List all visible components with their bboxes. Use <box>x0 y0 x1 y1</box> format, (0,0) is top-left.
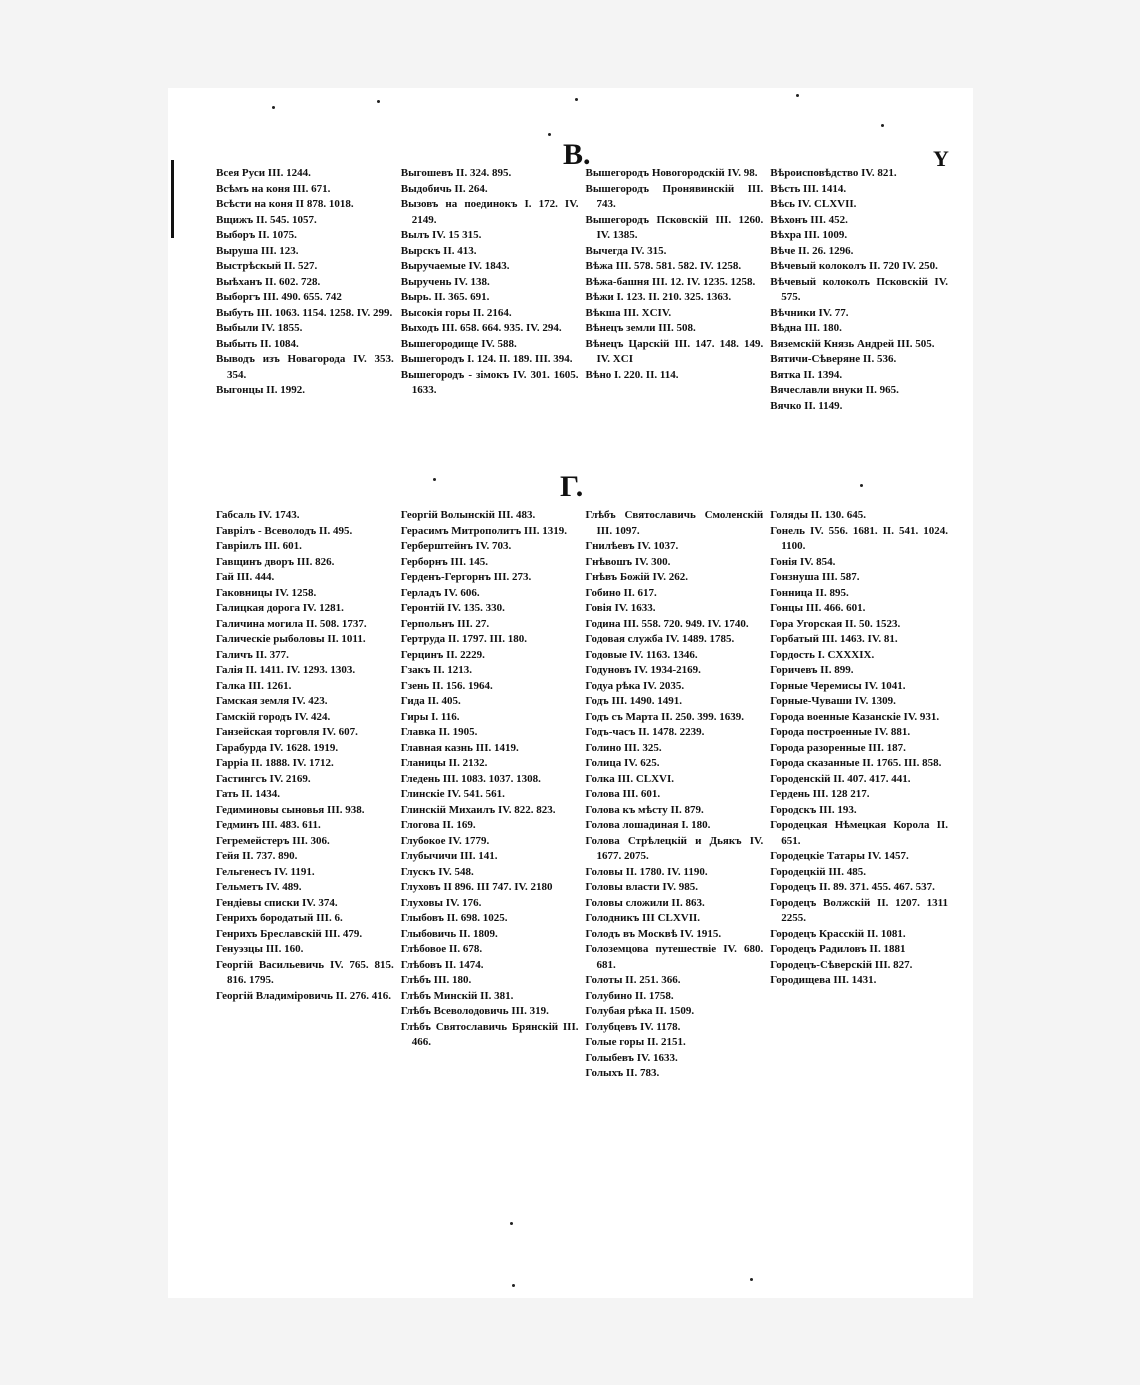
index-entry: Вятка II. 1394. <box>770 368 843 381</box>
index-entry: Всея Руси III. 1244. <box>216 167 311 179</box>
index-entry: Выходъ III. 658. 664. 935. IV. 294. <box>400 322 562 334</box>
index-entry: Вѣче II. 26. 1296. <box>770 244 854 257</box>
index-entry: Выгошевъ II. 324. 895. <box>400 167 512 179</box>
index-entry: Голино III. 325. <box>585 741 662 754</box>
index-entry: Вышегородъ Пронявинскій III. 743. <box>585 182 764 210</box>
index-entry: Герберштейнъ IV. 703. <box>400 540 512 552</box>
index-entry: Гонцы III. 466. 601. <box>770 602 866 614</box>
index-column <box>401 508 579 1082</box>
index-entry: Вылъ IV. 15 315. <box>400 229 482 241</box>
folio-number: Y <box>933 146 949 171</box>
index-entry: Гзень II. 156. 1964. <box>400 679 493 692</box>
index-entry: Вѣкша III. XCIV. <box>585 306 672 319</box>
index-entry: Голица IV. 625. <box>585 757 660 769</box>
index-entry: Герборнъ III. 145. <box>400 555 488 568</box>
index-entry: Герденъ-Гергорнъ III. 273. <box>400 571 532 583</box>
index-entry: Выручень IV. 138. <box>400 275 490 288</box>
index-entry: Гельметъ IV. 489. <box>216 881 302 893</box>
index-entry: Гнѣвошъ IV. 300. <box>585 555 671 568</box>
index-entry: Вѣсть III. 1414. <box>770 182 847 195</box>
index-column <box>401 166 579 414</box>
index-entry: Галія II. 1411. IV. 1293. 1303. <box>216 664 356 676</box>
index-entry: Выруша III. 123. <box>216 244 299 257</box>
index-entry: Гаковницы IV. 1258. <box>216 586 317 599</box>
index-entry: Вырь. II. 365. 691. <box>400 291 490 303</box>
index-entry: Вѣнецъ земли III. 508. <box>585 322 696 334</box>
speckle <box>510 1222 513 1225</box>
speckle <box>512 1284 515 1287</box>
index-entry: Галичъ II. 377. <box>216 648 289 661</box>
index-entry: Генрихъ бородатый III. 6. <box>216 912 343 924</box>
index-entry: Вѣжа-башня III. 12. IV. 1235. 1258. <box>585 275 756 288</box>
speckle <box>750 1278 753 1281</box>
index-entry: Всѣсти на коня II 878. 1018. <box>216 198 354 210</box>
index-entry: Глѣбовъ II. 1474. <box>400 958 484 971</box>
index-entry: Голка III. CLXVI. <box>585 772 675 785</box>
index-entry: Глуховы IV. 176. <box>400 896 482 909</box>
index-entry: Гзакъ II. 1213. <box>400 664 472 676</box>
index-entry: Голыбевъ IV. 1633. <box>585 1051 678 1064</box>
index-entry: Гнилѣевъ IV. 1037. <box>585 540 679 552</box>
index-entry: Гнѣвъ Божій IV. 262. <box>585 571 689 583</box>
index-entry: Городецкая Нѣмецкая Корола II. 651. <box>770 819 948 847</box>
index-entry: Голыхъ II. 783. <box>585 1067 660 1079</box>
index-entry: Головы сложили II. 863. <box>585 896 705 909</box>
index-entry: Глѣбъ Святославичь Брянскій III. 466. <box>400 1020 579 1048</box>
section-letter-v: В. <box>563 138 591 171</box>
index-entry: Голова III. 601. <box>585 788 661 800</box>
index-entry: Голова Стрѣлецкій и Дьякъ IV. 1677. 2075. <box>585 834 764 862</box>
index-entry: Главная казнь III. 1419. <box>400 741 519 754</box>
index-entry: Вѣчевый колоколъ Псковскій IV. 575. <box>770 275 948 303</box>
index-entry: Городецъ-Сѣверскій III. 827. <box>770 958 913 971</box>
index-entry: Герцинъ II. 2229. <box>400 648 485 661</box>
index-entry: Година III. 558. 720. 949. IV. 1740. <box>585 617 749 630</box>
index-entry: Глѣбъ Минскій II. 381. <box>400 989 514 1002</box>
index-entry: Гонзнуша III. 587. <box>770 571 860 583</box>
index-entry: Вѣчевый колоколъ II. 720 IV. 250. <box>770 260 938 272</box>
index-entry: Голяды II. 130. 645. <box>770 509 866 521</box>
index-entry: Геронтій IV. 135. 330. <box>400 602 505 614</box>
index-entry: Гастингсъ IV. 2169. <box>216 772 311 785</box>
index-entry: Гертруда II. 1797. III. 180. <box>400 633 528 645</box>
index-entry: Всѣмъ на коня III. 671. <box>216 182 331 195</box>
section-letter-g: Г. <box>560 470 584 503</box>
index-entry: Гарріа II. 1888. IV. 1712. <box>216 757 334 769</box>
speckle <box>575 98 578 101</box>
index-entry: Вышегородище IV. 588. <box>400 337 517 350</box>
index-entry: Вѣсь IV. CLXVII. <box>770 198 857 210</box>
index-entry: Гиры I. 116. <box>400 710 460 723</box>
index-entry: Горные-Чуваши IV. 1309. <box>770 695 896 707</box>
index-entry: Глыбовъ II. 698. 1025. <box>400 912 508 924</box>
index-entry: Вячко II. 1149. <box>770 399 843 412</box>
index-entry: Выборгъ III. 490. 655. 742 <box>216 291 342 303</box>
index-entry: Вышегородъ I. 124. II. 189. III. 394. <box>400 353 573 365</box>
index-entry: Гарабурда IV. 1628. 1919. <box>216 741 339 754</box>
index-entry: Городскъ III. 193. <box>770 803 857 816</box>
index-entry: Голубая рѣка II. 1509. <box>585 1005 695 1017</box>
index-column <box>586 508 764 1082</box>
index-entry: Выбыли IV. 1855. <box>216 322 303 334</box>
index-entry: Выѣханъ II. 602. 728. <box>216 275 321 288</box>
index-entry: Гонель IV. 556. 1681. II. 541. 1024. 1100. <box>770 524 948 552</box>
index-entry: Высокія горы II. 2164. <box>400 306 512 319</box>
index-entry: Георгій Волынскій III. 483. <box>400 509 536 521</box>
index-entry: Горбатый III. 1463. IV. 81. <box>770 633 898 645</box>
index-entry: Гордость I. CXXXIX. <box>770 648 875 661</box>
index-column <box>216 166 394 414</box>
index-entry: Гонница II. 895. <box>770 586 849 599</box>
index-entry: Голоты II. 251. 366. <box>585 974 681 986</box>
index-entry: Глѣбъ Святославичь Смоленскій III. 1097. <box>585 509 764 537</box>
index-entry: Голова лошадиная I. 180. <box>585 819 711 831</box>
index-entry: Гедиминовы сыновья III. 938. <box>216 803 365 816</box>
index-entry: Гора Угорская II. 50. 1523. <box>770 617 901 630</box>
index-entry: Выборъ II. 1075. <box>216 229 297 241</box>
index-entry: Вырскъ II. 413. <box>400 244 477 257</box>
index-entry: Вызовъ на поединокъ I. 172. IV. 2149. <box>400 198 579 226</box>
index-entry: Глускъ IV. 548. <box>400 865 474 878</box>
index-entry: Выбыть II. 1084. <box>216 337 299 350</box>
index-entry: Гедминъ III. 483. 611. <box>216 819 321 831</box>
speckle <box>377 100 380 103</box>
index-entry: Габсаль IV. 1743. <box>216 509 300 521</box>
index-entry: Годовая служба IV. 1489. 1785. <box>585 633 735 645</box>
index-entry: Глѣбъ III. 180. <box>400 974 472 986</box>
index-entry: Вышегородъ Псковскій III. 1260. IV. 1385. <box>585 213 764 241</box>
index-entry: Годуновъ IV. 1934-2169. <box>585 664 701 676</box>
index-entry: Генрихъ Бреславскій III. 479. <box>216 927 363 940</box>
index-entry: Гавщинъ дворъ III. 826. <box>216 555 335 568</box>
index-entry: Галка III. 1261. <box>216 679 292 692</box>
index-entry: Глыбовичь II. 1809. <box>400 927 498 940</box>
index-entry: Гаврілъ - Всеволодъ II. 495. <box>216 524 353 537</box>
index-entry: Годъ съ Марта II. 250. 399. 1639. <box>585 710 744 723</box>
index-entry: Городенскій II. 407. 417. 441. <box>770 772 911 785</box>
index-entry: Города военные Казанскіе IV. 931. <box>770 710 940 723</box>
index-entry: Гай III. 444. <box>216 571 275 583</box>
index-entry: Голова къ мѣсту II. 879. <box>585 803 704 816</box>
index-entry: Вѣжи I. 123. II. 210. 325. 1363. <box>585 291 732 303</box>
index-entry: Глуховъ II 896. III 747. IV. 2180 <box>400 881 553 893</box>
index-entry: Вятичи-Сѣверяне II. 536. <box>770 353 897 365</box>
index-entry: Головы II. 1780. IV. 1190. <box>585 865 708 878</box>
index-entry: Головы власти IV. 985. <box>585 881 698 893</box>
index-entry: Вѣчники IV. 77. <box>770 306 849 319</box>
index-entry: Гида II. 405. <box>400 695 461 707</box>
index-entry: Горичевъ II. 899. <box>770 664 854 676</box>
index-entry: Вѣдна III. 180. <box>770 322 842 334</box>
index-entry: Галическіе рыболовы II. 1011. <box>216 633 366 645</box>
index-entry: Вышегородъ - зімокъ IV. 301. 1605. 1633. <box>400 368 579 396</box>
index-entry: Галичина могила II. 508. 1737. <box>216 617 367 630</box>
index-entry: Генуэзцы III. 160. <box>216 943 304 955</box>
index-column <box>770 166 948 414</box>
index-entry: Вщижъ II. 545. 1057. <box>216 213 317 226</box>
index-column <box>770 508 948 1082</box>
speckle <box>272 106 275 109</box>
index-entry: Глинскіе IV. 541. 561. <box>400 788 505 800</box>
index-entry: Герасимъ Митрополитъ III. 1319. <box>400 524 568 537</box>
index-entry: Городецкій III. 485. <box>770 865 866 878</box>
index-entry: Гендіевы списки IV. 374. <box>216 896 338 909</box>
index-entry: Городищева III. 1431. <box>770 974 877 986</box>
index-entry: Выгонцы II. 1992. <box>216 384 305 396</box>
index-entry: Выдобичь II. 264. <box>400 182 488 195</box>
index-entry: Гавріилъ III. 601. <box>216 540 302 552</box>
index-entry: Главка II. 1905. <box>400 726 478 738</box>
speckle <box>548 133 551 136</box>
index-entry: Ганзейская торговля IV. 607. <box>216 726 358 738</box>
index-entry: Городецъ Радиловъ II. 1881 <box>770 943 906 955</box>
index-entry: Глѣбъ Всеволодовичь III. 319. <box>400 1005 549 1017</box>
index-entry: Гейя II. 737. 890. <box>216 850 298 862</box>
index-entry: Гланицы II. 2132. <box>400 757 488 769</box>
index-entry: Городецъ II. 89. 371. 455. 467. 537. <box>770 881 935 893</box>
index-entry: Вѣжа III. 578. 581. 582. IV. 1258. <box>585 260 742 272</box>
index-entry: Города построенные IV. 881. <box>770 726 911 738</box>
index-entry: Гать II. 1434. <box>216 788 281 800</box>
index-entry: Голодъ въ Москвѣ IV. 1915. <box>585 927 722 940</box>
index-entry: Голодникъ III CLXVII. <box>585 912 701 924</box>
index-entry: Выручаемые IV. 1843. <box>400 260 510 272</box>
index-entry: Голые горы II. 2151. <box>585 1036 686 1048</box>
index-entry: Городецкіе Татары IV. 1457. <box>770 850 909 862</box>
index-entry: Горные Черемисы IV. 1041. <box>770 679 906 692</box>
index-entry: Города разоренные III. 187. <box>770 741 906 754</box>
index-entry: Голубцевъ IV. 1178. <box>585 1020 681 1033</box>
speckle <box>881 124 884 127</box>
index-entry: Гонія IV. 854. <box>770 555 836 568</box>
index-entry: Галицкая дорога IV. 1281. <box>216 602 344 614</box>
index-entry: Городецъ Волжскій II. 1207. 1311 2255. <box>770 896 948 924</box>
index-section-g <box>216 508 948 1082</box>
index-entry: Городецъ Красскій II. 1081. <box>770 927 906 940</box>
index-entry: Глѣбовое II. 678. <box>400 943 483 955</box>
speckle <box>860 484 863 487</box>
index-entry: Гердень III. 128 217. <box>770 788 870 800</box>
index-entry: Глогова II. 169. <box>400 819 476 831</box>
index-entry: Вычегда IV. 315. <box>585 244 667 257</box>
index-entry: Вѣно I. 220. II. 114. <box>585 368 679 381</box>
index-entry: Голоземцова путешествіе IV. 680. 681. <box>585 943 764 971</box>
speckle <box>796 94 799 97</box>
index-entry: Герладъ IV. 606. <box>400 586 480 599</box>
index-entry: Говія IV. 1633. <box>585 602 656 614</box>
index-entry: Георгій Владиміровичь II. 276. 416. <box>216 989 391 1002</box>
index-entry: Вяземскій Князь Андрей III. 505. <box>770 337 935 350</box>
index-entry: Вѣнецъ Царскій III. 147. 148. 149. IV. XCI <box>585 337 764 365</box>
margin-rule <box>171 160 174 238</box>
index-entry: Глубокое IV. 1779. <box>400 834 490 847</box>
index-entry: Голубино II. 1758. <box>585 989 674 1002</box>
index-entry: Годуа рѣка IV. 2035. <box>585 679 685 692</box>
index-entry: Выводъ изъ Новагорода IV. 353. 354. <box>216 353 394 381</box>
index-entry: Вышегородъ Новогородскій IV. 98. <box>585 167 758 179</box>
index-entry: Вѣроисповѣдство IV. 821. <box>770 167 897 179</box>
index-entry: Гобино II. 617. <box>585 586 657 599</box>
speckle <box>433 478 436 481</box>
index-entry: Выстрѣскый II. 527. <box>216 260 318 272</box>
index-entry: Гледень III. 1083. 1037. 1308. <box>400 772 541 785</box>
index-entry: Вѣхонъ III. 452. <box>770 213 848 226</box>
index-entry: Гельгенесъ IV. 1191. <box>216 865 315 878</box>
index-entry: Годъ-часъ II. 1478. 2239. <box>585 726 705 738</box>
index-entry: Гегремейстеръ III. 306. <box>216 834 330 847</box>
index-entry: Вѣхра III. 1009. <box>770 229 848 241</box>
index-entry: Гамская земля IV. 423. <box>216 695 328 707</box>
index-column <box>586 166 764 414</box>
index-entry: Годъ III. 1490. 1491. <box>585 695 683 707</box>
index-entry: Вячеславли внуки II. 965. <box>770 384 899 396</box>
index-entry: Выбуть III. 1063. 1154. 1258. IV. 299. <box>216 306 393 319</box>
index-entry: Гамскій городъ IV. 424. <box>216 710 331 723</box>
index-column <box>216 508 394 1082</box>
index-section-v <box>216 166 948 414</box>
index-entry: Глинскій Михаилъ IV. 822. 823. <box>400 803 556 816</box>
index-entry: Годовые IV. 1163. 1346. <box>585 648 698 661</box>
index-entry: Георгій Васильевичь IV. 765. 815. 816. 1795. <box>216 958 394 986</box>
index-entry: Герпольнъ III. 27. <box>400 617 490 630</box>
index-entry: Глубычичи III. 141. <box>400 850 498 862</box>
index-entry: Города сказанные II. 1765. III. 858. <box>770 757 942 769</box>
